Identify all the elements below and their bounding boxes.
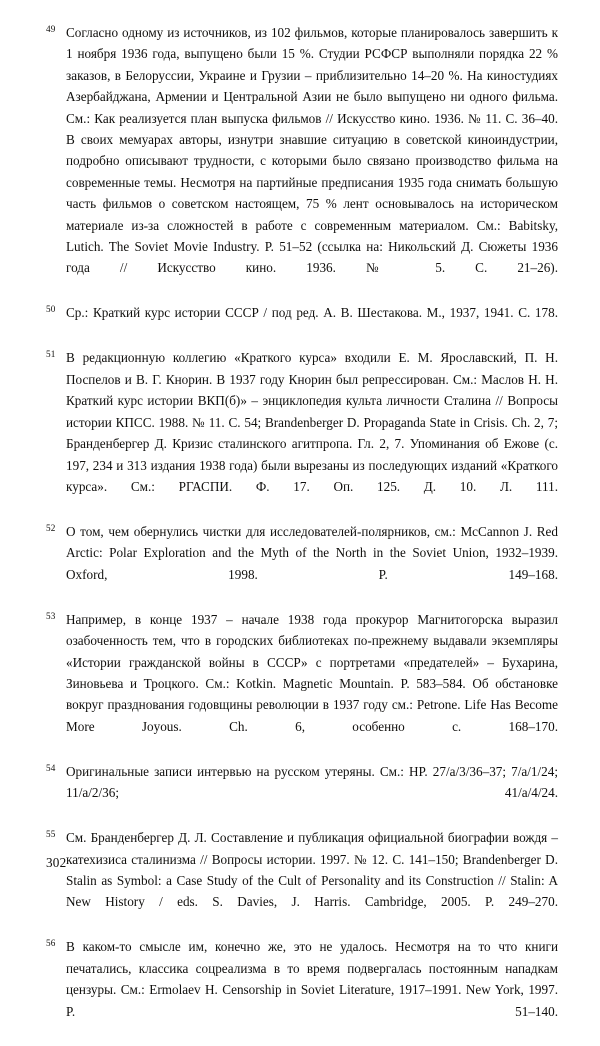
endnote-text: Ср.: Краткий курс истории СССР / под ред. А. В. Шестакова. М., 1937, 1941. С. 178. [66,305,558,321]
endnote-text: В редакционную коллегию «Краткого курса» входили Е. М. Ярославский, П. Н. Поспелов и В. Г. Кнорин. В 1937 году Кнорин был репрессирован. См.: Маслов Н. Н. Краткий курс истории ВКП(б)» – энциклопедия культа личности Сталина // Вопросы истории КПСС. 1988. № 11. С. 54; Brandenberger D. Propaganda State in Crisis. Ch. 2, 7; Бранденбергер Д. Кризис сталинского агитпропа. Гл. 2, 7. Упоминания об Ежове (с. 197, 234 и 313 издания 1938 года) были вырезаны из последующих изданий «Краткого курса». См.: РГАСПИ. Ф. 17. Оп. 125. Д. 10. Л. 111. [66,350,558,494]
endnote-marker: 50 [46,304,56,315]
endnote-item [46,347,558,518]
endnote-text: См. Бранденбергер Д. Л. Составление и публикация официальной биографии вождя – катехизиса сталинизма // Вопросы истории. 1997. № 12. С. 141–150; Brandenberger D. Stalin as Symbol: a Case Study of the Cult of Personality and its Construction // Stalin: A New History / eds. S. Davies, J. Harris. Cambridge, 2005. P. 249–270. [66,830,558,910]
endnote-marker: 52 [46,522,56,533]
endnote-item [46,22,558,300]
endnote-marker: 56 [46,938,56,949]
endnote-marker: 54 [46,762,56,773]
page-number: 302 [46,855,67,870]
endnote-marker: 49 [46,24,56,34]
endnote-text: О том, чем обернулись чистки для исследователей-полярников, см.: McCannon J. Red Arctic: Polar Exploration and the Myth of the North in the Soviet Union, 1932–1939. Oxford, 1998. P. 149–168. [66,523,558,582]
endnote-text: Оригинальные записи интервью на русском утеряны. См.: HP. 27/a/3/36–37; 7/a/1/24; 11/a/2/36; 41/a/4/24. [66,763,558,801]
endnote-marker: 55 [46,829,56,840]
endnote-item [46,936,558,1043]
endnote-text: Например, в конце 1937 – начале 1938 года прокурор Магнитогорска выразил озабоченность тем, что в городских библиотеках по-прежнему выдавали экземпляры «Истории гражданской войны в СССР» с портретами «предателей» – Бухарина, Зиновьева и Троцкого. См.: Kotkin. Magnetic Mountain. P. 583–584. Об обстановке вокруг празднования годовщины революции в 1937 году см.: Petrone. Life Has Become More Joyous. Ch. 6, особенно с. 168–170. [66,611,558,734]
endnote-item [46,521,558,607]
endnote-item [46,827,558,934]
endnote-marker: 53 [46,610,56,621]
endnote-marker: 51 [46,349,56,360]
endnote-item [46,302,558,345]
endnote-text: Согласно одному из источников, из 102 фильмов, которые планировалось завершить к 1 ноября 1936 года, выпущено были 15 %. Студии РСФСР выполняли порядка 22 % заказов, в Белоруссии, Украине и Грузии – приблизительно 14–20 %. На киностудиях Азербайджана, Армении и Центральной Азии не было выпущено ни одного фильма. См.: Как реализуется план выпуска фильмов // Искусство кино. 1936. № 11. С. 36–40. В своих мемуарах авторы, изнутри знавшие ситуацию в советской киноиндустрии, подробно описывают трудности, с которыми было связано производство фильма на современные темы. Несмотря на партийные предписания 1935 года снимать большую часть фильмов о советском настоящем, 75 % лент основывалось на историческом материале из-за сложностей в работе с современным материалом. См.: Babitsky, Lutich. The Soviet Movie Industry. P. 51–52 (ссылка на: Никольский Д. Сюжеты 1936 года // Искусство кино. 1936. № 5. С. 21–26). [66,25,558,276]
endnote-text: В каком-то смысле им, конечно же, это не удалось. Несмотря на то что книги печатались, классика соцреализма в то время подвергалась постоянным нападкам цензуры. См.: Ermolaev H. Censorship in Soviet Literature, 1917–1991. New York, 1997. P. 51–140. [66,939,558,1019]
endnotes-list [46,22,558,1046]
endnote-item [46,609,558,759]
endnote-item [46,761,558,825]
